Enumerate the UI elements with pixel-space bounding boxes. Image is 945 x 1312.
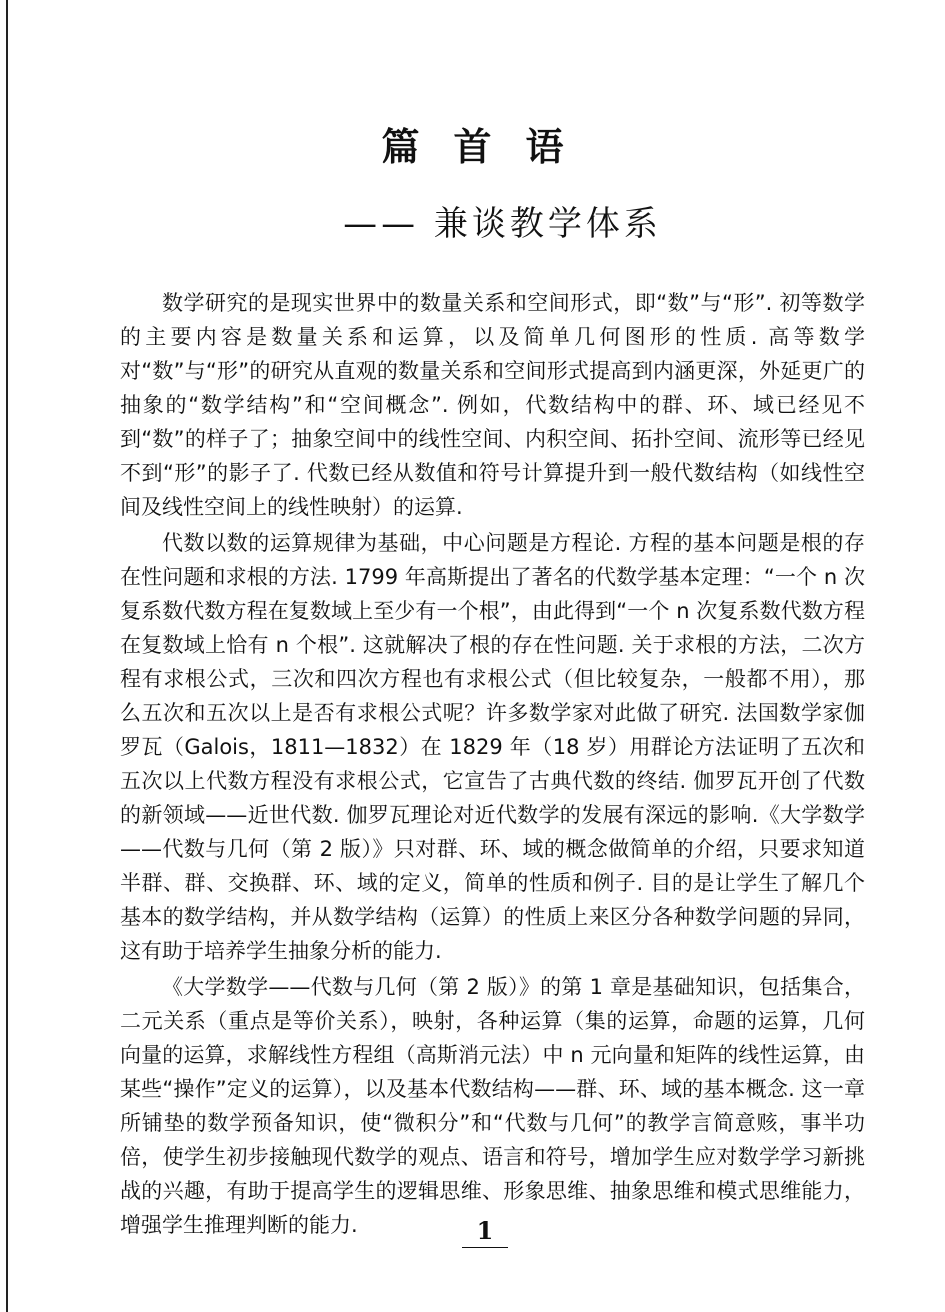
paragraph: 《大学数学——代数与几何（第 2 版）》的第 1 章是基础知识，包括集合，二元关系（重点是等价关系），映射，各种运算（集的运算，命题的运算，几何向量的运算，求解线性方程组（高斯消元法）中 n 元向量和矩阵的线性运算，由某些“操作”定义的运算），以及基本代数结构——群、环、域的基本概念. 这一章所铺垫的数学预备知识，使“微积分”和“代数与几何”的教学言简意赅，事半功倍，使学生初步接触现代数学的观点、语言和符号，增加学生应对数学学习新挑战的兴趣，有助于提高学生的逻辑思维、形象思维、抽象思维和模式思维能力，增强学生推理判断的能力. bbox=[120, 975, 865, 1237]
body-text bbox=[120, 286, 865, 1244]
paragraph: 数学研究的是现实世界中的数量关系和空间形式，即“数”与“形”. 初等数学的主要内容是数量关系和运算，以及简单几何图形的性质. 高等数学对“数”与“形”的研究从直观的数量关系和空间形式提高到内涵更深，外延更广的抽象的“数学结构”和“空间概念”. 例如，代数结构中的群、环、域已经见不到“数”的样子了；抽象空间中的线性空间、内积空间、拓扑空间、流形等已经见不到“形”的影子了. 代数已经从数值和符号计算提升到一般代数结构（如线性空间及线性空间上的线性映射）的运算. bbox=[120, 291, 865, 519]
page-number: 1 bbox=[462, 1216, 508, 1248]
page-title: 篇首语 bbox=[381, 125, 598, 169]
paragraph: 代数以数的运算规律为基础，中心问题是方程论. 方程的基本问题是根的存在性问题和求根的方法. 1799 年高斯提出了著名的代数学基本定理：“一个 n 次复系数代数方程在复数域上至少有一个根”，由此得到“一个 n 次复系数代数方程在复数域上恰有 n 个根”. 这就解决了根的存在性问题. 关于求根的方法，二次方程有求根公式，三次和四次方程也有求根公式（但比较复杂，一般都不用），那么五次和五次以上是否有求根公式呢？许多数学家对此做了研究. 法国数学家伽罗瓦（Galois，1811—1832）在 1829 年（18 岁）用群论方法证明了五次和五次以上代数方程没有求根公式，它宣告了古典代数的终结. 伽罗瓦开创了代数的新领域——近世代数. 伽罗瓦理论对近代数学的发展有深远的影响.《大学数学——代数与几何（第 2 版）》只对群、环、域的概念做简单的介绍，只要求知道半群、群、交换群、环、域的定义，简单的性质和例子. 目的是让学生了解几个基本的数学结构，并从数学结构（运算）的性质上来区分各种数学问题的异同，这有助于培养学生抽象分析的能力. bbox=[120, 531, 865, 963]
page-subtitle: —— 兼谈教学体系 bbox=[343, 204, 662, 244]
